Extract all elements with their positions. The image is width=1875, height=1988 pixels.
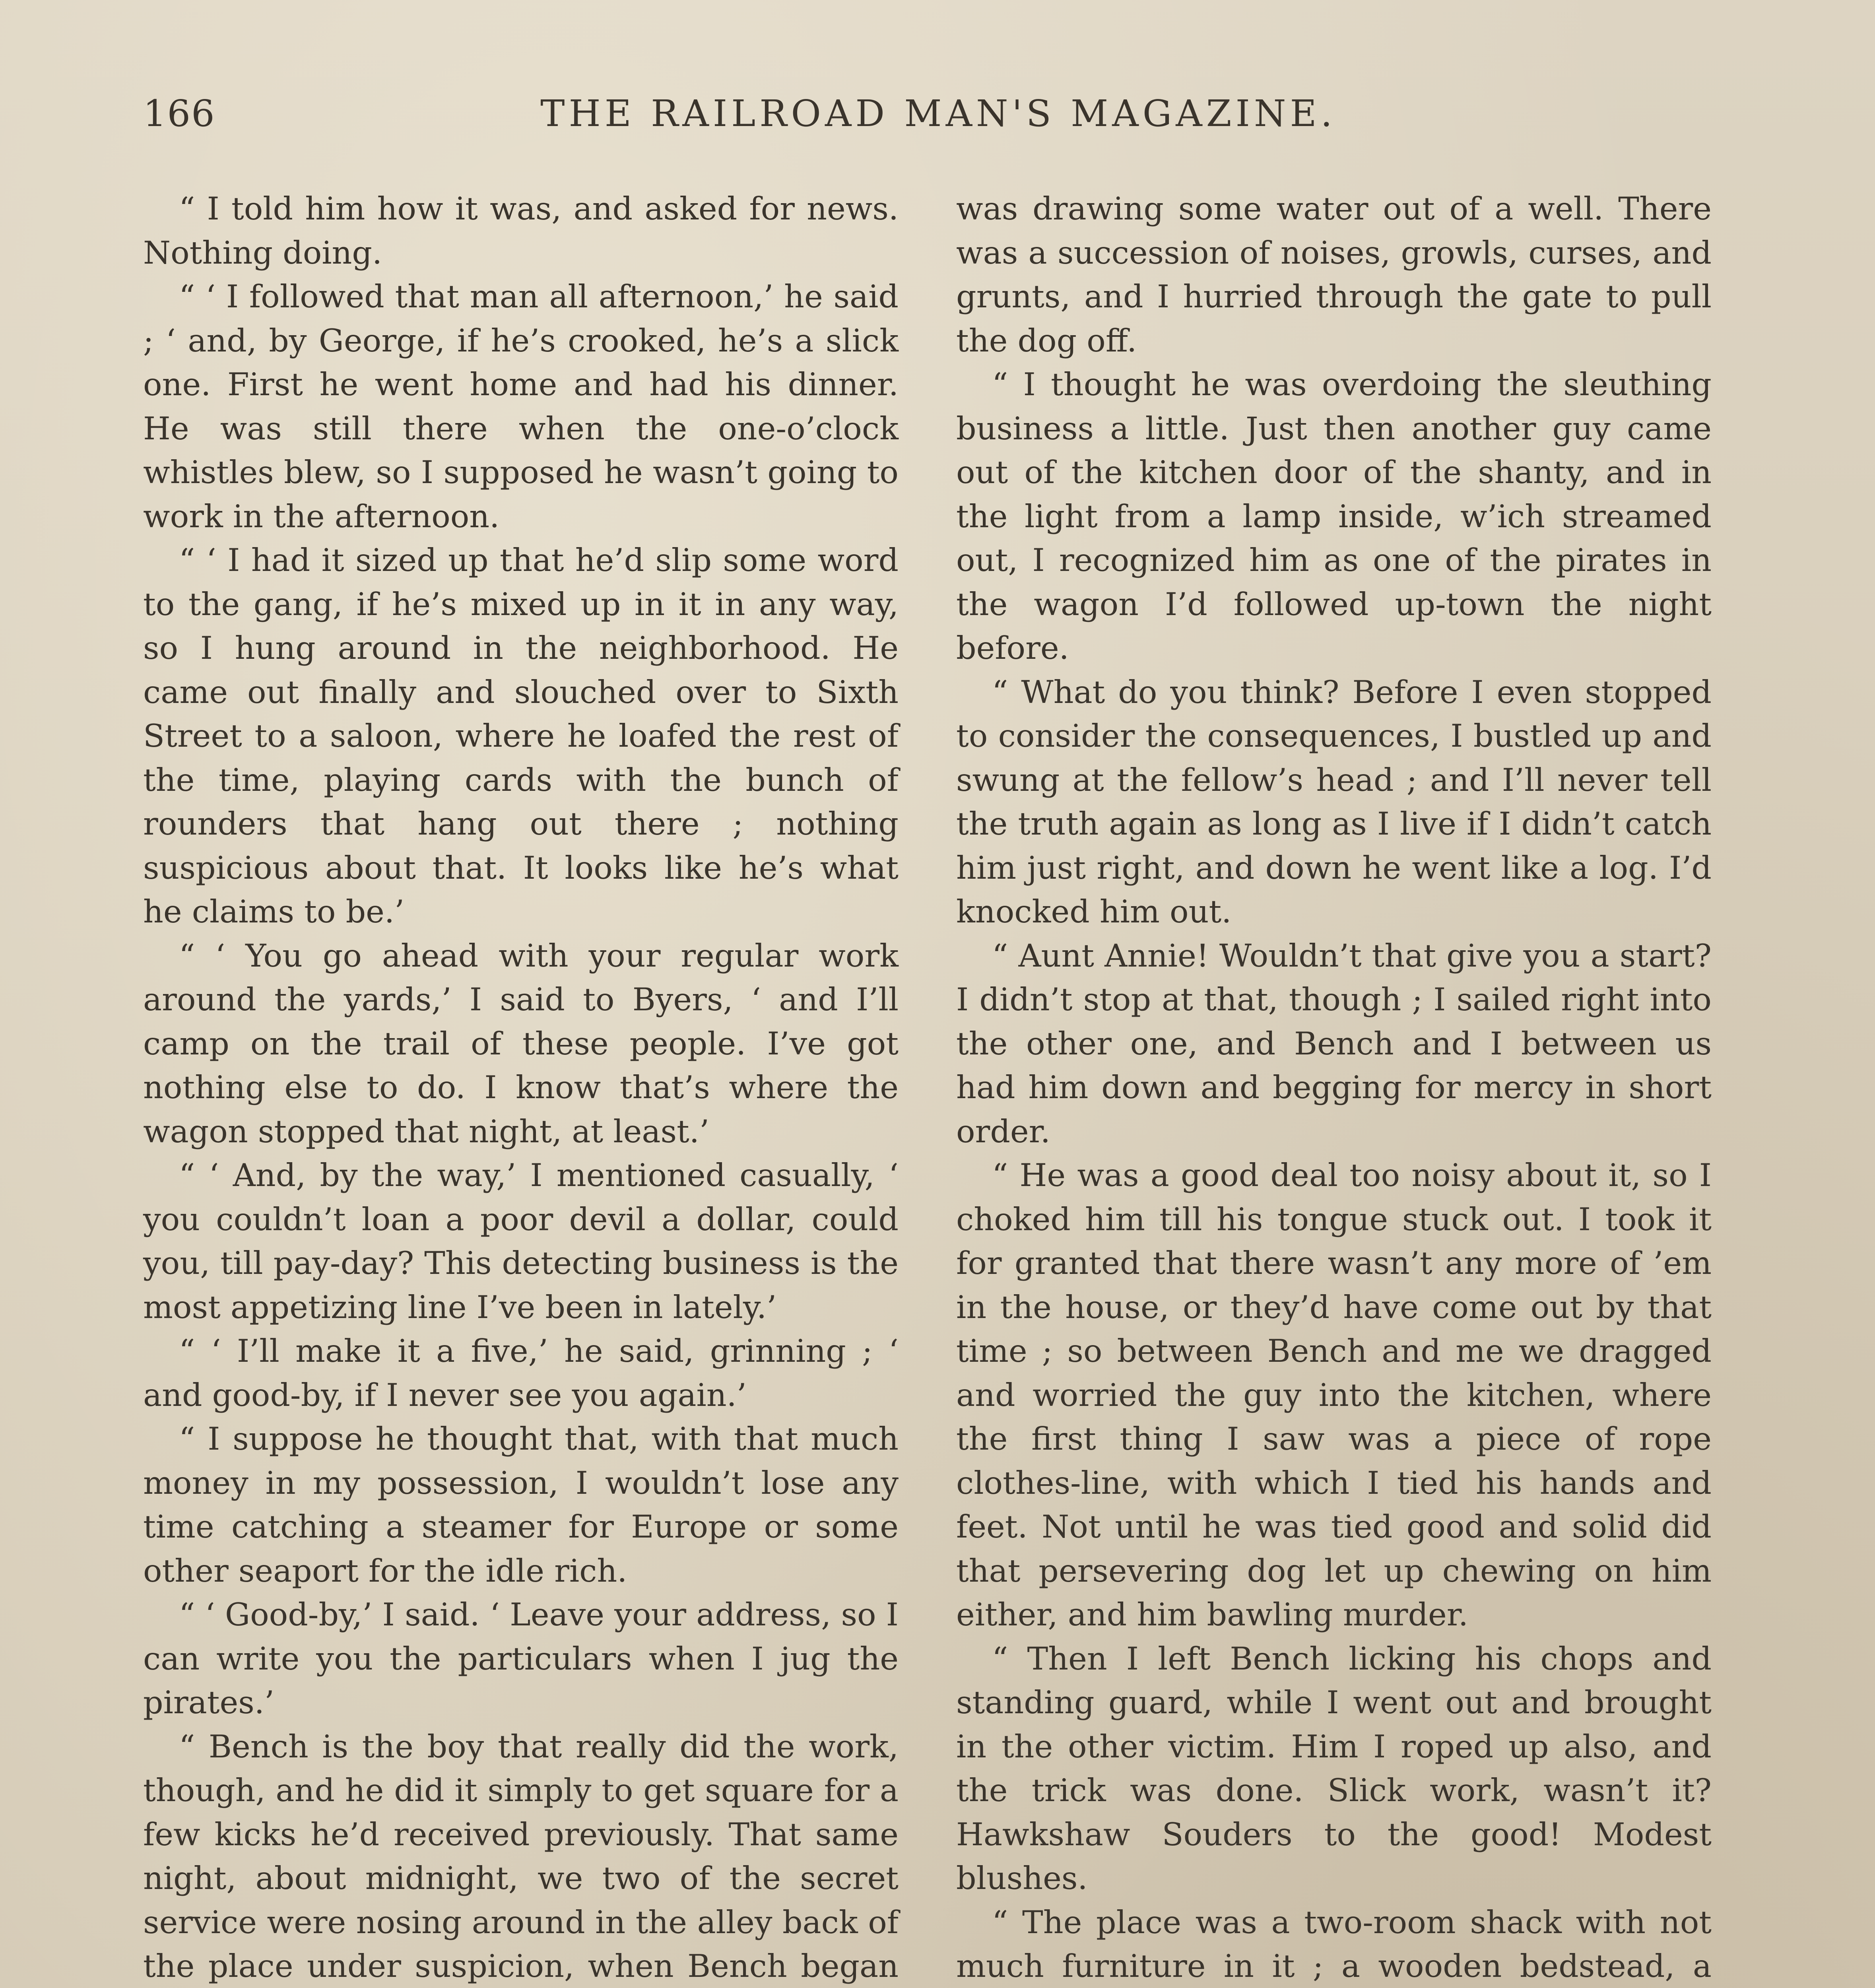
paragraph: “ I told him how it was, and asked for news. Nothing doing. (143, 190, 899, 271)
paragraph: “ ‘ I’ll make it a five,’ he said, grinning ; ‘ and good-by, if I never see you again.’ (143, 1333, 899, 1413)
paragraph: “ Aunt Annie! Wouldn’t that give you a start? I didn’t stop at that, though ; I sailed right into the other one, and Bench and I between us had him down and begging for mercy in short order. (956, 937, 1712, 1150)
paragraph: “ Bench is the boy that really did the work, though, and he did it simply to get square for a few kicks he’d received previously. That same night, about midnight, we two of the secret service were nosing around in the alley back of the place under suspicion, when Bench began (143, 1728, 899, 1984)
paragraph: “ ‘ I followed that man all afternoon,’ he said ; ‘ and, by George, if he’s crooked, he’s a slick one. First he went home and had his dinner. He was still there when the one-o’clock whistles blew, so I supposed he wasn’t going to work in the afternoon. (143, 278, 899, 535)
paragraph: “ He was a good deal too noisy about it, so I choked him till his tongue stuck out. I took it for granted that there wasn’t any more of ’em in the house, or they’d have come out by that time ; so between Bench and me we dragged and worried the guy into the kitchen, where the first thing I saw was a piece of rope clothes-line, with which I tied his hands and feet. Not until he was tied good and solid did that persevering dog let up chewing on him either, and him bawling murder. (956, 1157, 1712, 1633)
paragraph: “ ‘ You go ahead with your regular work around the yards,’ I said to Byers, ‘ and I’ll camp on the trail of these people. I’ve got nothing else to do. I know that’s where the wagon stopped that night, at least.’ (143, 937, 899, 1150)
paragraph: “ The place was a two-room shack with not much furniture in it ; a wooden bedstead, a (956, 1904, 1712, 1984)
left-column (143, 187, 899, 1988)
right-column (956, 187, 1712, 1988)
paragraph: “ ‘ And, by the way,’ I mentioned casually, ‘ you couldn’t loan a poor devil a dollar, could you, till pay-day? This detecting business is the most appetizing line I’ve been in lately.’ (143, 1157, 899, 1326)
paragraph: “ Then I left Bench licking his chops and standing guard, while I went out and brought in the other victim. Him I roped up also, and the trick was done. Slick work, wasn’t it? Hawkshaw Souders to the good! Modest blushes. (956, 1640, 1712, 1897)
page-number: 166 (143, 92, 215, 135)
paragraph: “ I suppose he thought that, with that much money in my possession, I wouldn’t lose any time catching a steamer for Europe or some other seaport for the idle rich. (143, 1421, 899, 1589)
paragraph: “ ‘ Good-by,’ I said. ‘ Leave your address, so I can write you the particulars when I jug the pirates.’ (143, 1596, 899, 1721)
paragraph-continuation: was drawing some water out of a well. There was a succession of noises, growls, curses, and grunts, and I hurried through the gate to pull the dog off. (956, 190, 1712, 359)
page-header (143, 80, 1733, 143)
paragraph: “ I thought he was overdoing the sleuthing business a little. Just then another guy came out of the kitchen door of the shanty, and in the light from a lamp inside, w’ich streamed out, I recognized him as one of the pirates in the wagon I’d followed up-town the night before. (956, 366, 1712, 666)
running-head: THE RAILROAD MAN'S MAGAZINE. (540, 92, 1336, 135)
paragraph: “ What do you think? Before I even stopped to consider the consequences, I bustled up and swung at the fellow’s head ; and I’ll never tell the truth again as long as I live if I didn’t catch him just right, and down he went like a log. I’d knocked him out. (956, 674, 1712, 930)
paragraph: “ ‘ I had it sized up that he’d slip some word to the gang, if he’s mixed up in it in any way, so I hung around in the neighborhood. He came out finally and slouched over to Sixth Street to a saloon, where he loafed the rest of the time, playing cards with the bunch of rounders that hang out there ; nothing suspicious about that. It looks like he’s what he claims to be.’ (143, 542, 899, 930)
